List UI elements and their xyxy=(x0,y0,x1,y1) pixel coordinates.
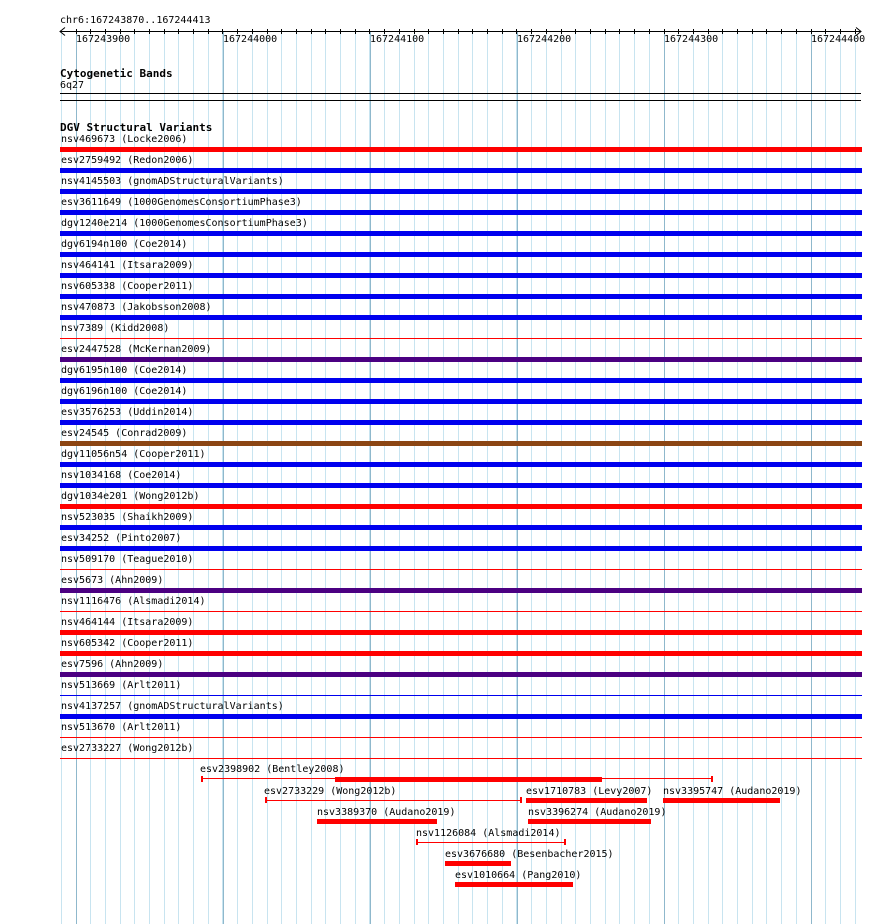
variant-bar[interactable] xyxy=(60,168,862,173)
variant-bar[interactable] xyxy=(60,210,862,215)
variant-end-tick xyxy=(416,839,418,845)
variant-label[interactable]: esv1710783 (Levy2007) xyxy=(526,786,653,797)
variant-end-tick xyxy=(201,776,203,782)
variant-label[interactable]: nsv513670 (Arlt2011) xyxy=(61,722,182,733)
variant-label[interactable]: nsv1034168 (Coe2014) xyxy=(61,470,182,481)
variant-label[interactable]: esv2447528 (McKernan2009) xyxy=(61,344,212,355)
ruler-tick-label: 167244200 xyxy=(517,34,572,45)
variant-end-tick xyxy=(711,776,713,782)
variant-label[interactable]: nsv3396274 (Audano2019) xyxy=(528,807,667,818)
ruler-tick-label: 167244000 xyxy=(223,34,278,45)
variant-label[interactable]: nsv3389370 (Audano2019) xyxy=(317,807,456,818)
variant-bar[interactable] xyxy=(60,338,862,339)
variant-label[interactable]: nsv469673 (Locke2006) xyxy=(61,134,188,145)
variant-label[interactable]: esv3676680 (Besenbacher2015) xyxy=(445,849,614,860)
variant-bar[interactable] xyxy=(60,611,862,612)
variant-label[interactable]: nsv4137257 (gnomADStructuralVariants) xyxy=(61,701,284,712)
variant-bar[interactable] xyxy=(60,483,862,488)
location-label: chr6:167243870..167244413 xyxy=(60,15,211,26)
variant-bar[interactable] xyxy=(445,861,511,866)
ruler-tick-label: 167244100 xyxy=(370,34,425,45)
variant-bar[interactable] xyxy=(60,630,862,635)
cytoband-track-title: Cytogenetic Bands xyxy=(60,67,173,80)
variant-bar[interactable] xyxy=(60,672,862,677)
variant-line[interactable] xyxy=(416,842,566,843)
variant-label[interactable]: esv5673 (Ahn2009) xyxy=(61,575,164,586)
variant-bar[interactable] xyxy=(60,441,862,446)
variant-bar[interactable] xyxy=(60,231,862,236)
variant-line[interactable] xyxy=(265,800,521,801)
variant-bar[interactable] xyxy=(60,651,862,656)
variant-label[interactable]: nsv464144 (Itsara2009) xyxy=(61,617,194,628)
variant-label[interactable]: esv34252 (Pinto2007) xyxy=(61,533,182,544)
variant-label[interactable]: nsv1116476 (Alsmadi2014) xyxy=(61,596,206,607)
variant-end-tick xyxy=(265,797,267,803)
variant-label[interactable]: esv24545 (Conrad2009) xyxy=(61,428,188,439)
variant-bar[interactable] xyxy=(60,714,862,719)
variant-label[interactable]: esv1010664 (Pang2010) xyxy=(455,870,582,881)
variant-bar[interactable] xyxy=(60,737,862,738)
variant-label[interactable]: dgv1034e201 (Wong2012b) xyxy=(61,491,200,502)
variant-bar[interactable] xyxy=(60,588,862,593)
variant-bar[interactable] xyxy=(60,462,862,467)
variant-bar[interactable] xyxy=(455,882,573,887)
variant-bar[interactable] xyxy=(60,357,862,362)
variant-bar[interactable] xyxy=(317,819,437,824)
variant-bar[interactable] xyxy=(60,378,862,383)
variant-label[interactable]: dgv6196n100 (Coe2014) xyxy=(61,386,188,397)
variant-bar[interactable] xyxy=(60,420,862,425)
variant-bar[interactable] xyxy=(60,273,862,278)
variant-bar[interactable] xyxy=(526,798,647,803)
variant-label[interactable]: dgv6195n100 (Coe2014) xyxy=(61,365,188,376)
variant-label[interactable]: dgv11056n54 (Cooper2011) xyxy=(61,449,206,460)
variant-bar[interactable] xyxy=(60,525,862,530)
ruler-tick-label: 167244300 xyxy=(664,34,719,45)
variant-label[interactable]: nsv7389 (Kidd2008) xyxy=(61,323,170,334)
ruler-tick-label: 167244400 xyxy=(811,34,866,45)
variant-label[interactable]: esv7596 (Ahn2009) xyxy=(61,659,164,670)
variant-bar[interactable] xyxy=(60,294,862,299)
variant-label[interactable]: nsv509170 (Teague2010) xyxy=(61,554,194,565)
variant-label[interactable]: esv2398902 (Bentley2008) xyxy=(200,764,345,775)
variant-label[interactable]: nsv1126084 (Alsmadi2014) xyxy=(416,828,561,839)
variant-end-tick xyxy=(520,797,522,803)
variant-label[interactable]: nsv470873 (Jakobsson2008) xyxy=(61,302,212,313)
dgv-track-title: DGV Structural Variants xyxy=(60,121,213,134)
variant-bar[interactable] xyxy=(528,819,651,824)
variant-label[interactable]: esv3611649 (1000GenomesConsortiumPhase3) xyxy=(61,197,302,208)
variant-label[interactable]: nsv523035 (Shaikh2009) xyxy=(61,512,194,523)
variant-bar[interactable] xyxy=(60,315,862,320)
variant-bar[interactable] xyxy=(60,252,862,257)
variant-label[interactable]: dgv6194n100 (Coe2014) xyxy=(61,239,188,250)
variant-label[interactable]: esv3576253 (Uddin2014) xyxy=(61,407,194,418)
variant-bar[interactable] xyxy=(335,777,602,782)
variant-label[interactable]: nsv513669 (Arlt2011) xyxy=(61,680,182,691)
ruler-tick-label: 167243900 xyxy=(76,34,131,45)
variant-bar[interactable] xyxy=(60,695,862,696)
variant-bar[interactable] xyxy=(60,758,862,759)
variant-label[interactable]: nsv3395747 (Audano2019) xyxy=(663,786,802,797)
variant-bar[interactable] xyxy=(60,504,862,509)
variant-label[interactable]: nsv605342 (Cooper2011) xyxy=(61,638,194,649)
variant-bar[interactable] xyxy=(60,399,862,404)
variant-label[interactable]: esv2759492 (Redon2006) xyxy=(61,155,194,166)
variant-bar[interactable] xyxy=(60,147,862,152)
variant-bar[interactable] xyxy=(663,798,780,803)
variant-end-tick xyxy=(564,839,566,845)
variant-label[interactable]: dgv1240e214 (1000GenomesConsortiumPhase3) xyxy=(61,218,308,229)
variant-label[interactable]: nsv4145503 (gnomADStructuralVariants) xyxy=(61,176,284,187)
variant-label[interactable]: esv2733227 (Wong2012b) xyxy=(61,743,194,754)
variant-label[interactable]: esv2733229 (Wong2012b) xyxy=(264,786,397,797)
variant-label[interactable]: nsv464141 (Itsara2009) xyxy=(61,260,194,271)
variant-bar[interactable] xyxy=(60,546,862,551)
variant-label[interactable]: nsv605338 (Cooper2011) xyxy=(61,281,194,292)
variant-bar[interactable] xyxy=(60,569,862,570)
cytoband-label: 6q27 xyxy=(60,80,85,91)
variant-bar[interactable] xyxy=(60,189,862,194)
